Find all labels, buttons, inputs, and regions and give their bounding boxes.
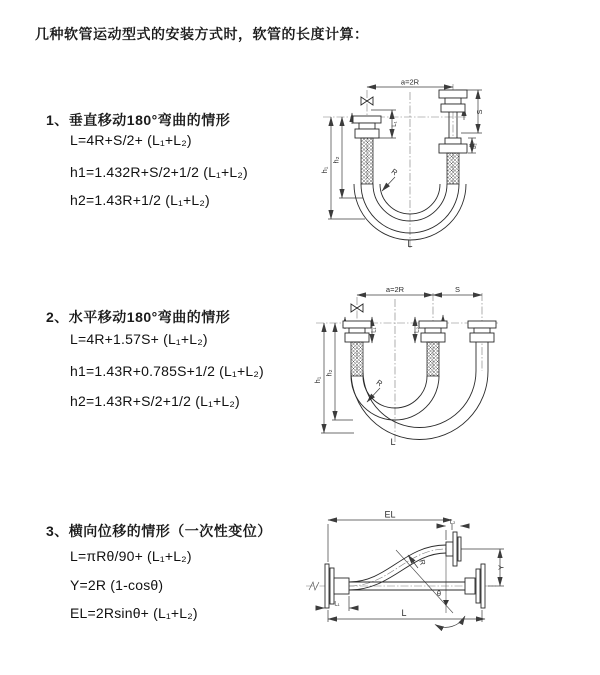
length-label: L [401, 608, 407, 618]
section2-formula-h2: h2=1.43R+S/2+1/2 (L₁+L₂) [70, 393, 240, 409]
displaced-fitting [468, 321, 496, 342]
section2-formula-L: L=4R+1.57S+ (L₁+L₂) [70, 331, 208, 347]
upper-flange [446, 532, 461, 566]
diagram-lateral-displacement [300, 506, 600, 646]
length-label: L [390, 437, 396, 447]
braided-hose-section [351, 342, 363, 376]
diagram-horizontal-180-bend [308, 281, 600, 449]
length-label: L [407, 239, 413, 249]
dim-label-y: Y [496, 564, 506, 571]
section1-formula-h2: h2=1.43R+1/2 (L₁+L₂) [70, 192, 210, 208]
hose-u-bend [351, 342, 488, 440]
dim-label-h2: h₂ [324, 369, 334, 377]
braided-hose-section [427, 342, 439, 376]
section3-formula-Y: Y=2R (1-cosθ) [70, 577, 164, 593]
dim-label-s: S [454, 285, 461, 294]
dim-label-l2: L₂ [472, 143, 478, 149]
page-title: 几种软管运动型式的安装方式时，软管的长度计算： [35, 26, 369, 42]
dim-label-l2: L₂ [414, 327, 421, 333]
diagram-vertical-180-bend [315, 76, 590, 254]
middle-fitting [419, 321, 447, 342]
section1-heading: 1、垂直移动180°弯曲的情形 [46, 112, 231, 128]
radius-label: R [389, 166, 400, 178]
section3-heading: 3、横向位移的情形（一次性变位） [46, 523, 272, 539]
centerlines [316, 293, 498, 443]
dim-label-h2: h₂ [331, 156, 341, 164]
dim-label-l2: L₂ [449, 519, 456, 526]
dim-label-l1: L₁ [334, 601, 340, 608]
braided-hose-section [447, 153, 459, 184]
section3-formula-L: L=πRθ/90+ (L₁+L₂) [70, 548, 192, 564]
section1-formula-h1: h1=1.432R+S/2+1/2 (L₁+L₂) [70, 164, 248, 180]
section2-formula-h1: h1=1.43R+0.785S+1/2 (L₁+L₂) [70, 363, 264, 379]
dim-label-s: S [475, 109, 484, 115]
dim-label-a2r: a=2R [385, 285, 405, 294]
braided-hose-section [361, 138, 373, 184]
left-fitting [353, 116, 381, 138]
radius-label: R [374, 377, 385, 389]
dim-label-l1: L₁ [371, 327, 378, 333]
dim-label-el: EL [384, 509, 396, 520]
section2-heading: 2、水平移动180°弯曲的情形 [46, 309, 231, 325]
dim-label-a2r: a=2R [400, 77, 420, 87]
section1-formula-L: L=4R+S/2+ (L₁+L₂) [70, 132, 192, 148]
radius-label: R [417, 558, 428, 567]
dim-label-h1: h₁ [320, 166, 329, 174]
dim-label-h1: h₁ [313, 376, 322, 384]
left-fitting [343, 321, 371, 342]
angle-label: θ [436, 589, 442, 598]
dim-label-l1: L₁ [392, 121, 398, 127]
section3-formula-EL: EL=2Rsinθ+ (L₁+L₂) [70, 605, 198, 621]
